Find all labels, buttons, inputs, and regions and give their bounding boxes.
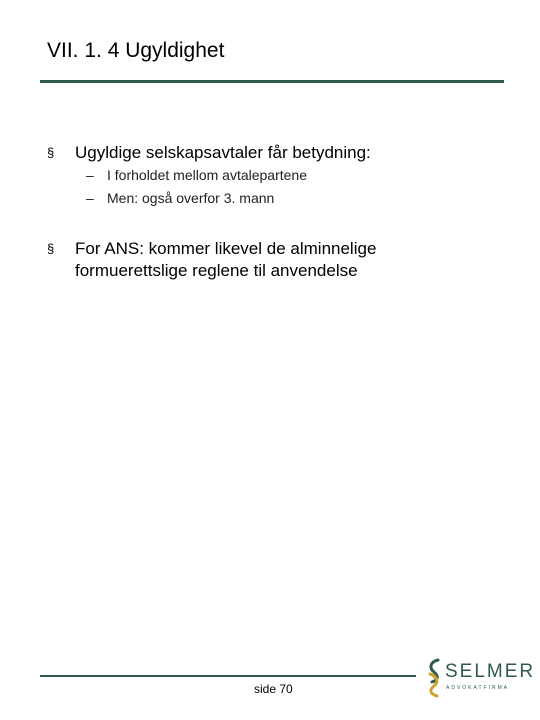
selmer-logo [426, 656, 536, 700]
sub-bullet-dash: – [86, 167, 94, 183]
bullet-item [47, 142, 467, 164]
bullet-text: Ugyldige selskapsavtaler får betydning: [75, 143, 371, 162]
logo-wordmark: SELMER [445, 661, 536, 682]
logo-subtitle: ADVOKATFIRMA [446, 685, 510, 691]
selmer-s-logo-icon [426, 658, 442, 698]
bullet-marker: § [47, 145, 55, 160]
title-divider [40, 80, 504, 83]
bullet-text-continuation: formuerettslige reglene til anvendelse [75, 261, 358, 280]
sub-bullet-text: Men: også overfor 3. mann [107, 190, 275, 206]
sub-bullet-item [86, 166, 386, 184]
footer-divider [40, 675, 416, 677]
bullet-item [47, 238, 467, 282]
sub-bullet-item [86, 189, 386, 207]
bullet-marker: § [47, 241, 55, 256]
sub-bullet-text: I forholdet mellom avtalepartene [107, 167, 307, 183]
sub-bullet-dash: – [86, 190, 94, 206]
slide-title: VII. 1. 4 Ugyldighet [47, 39, 225, 62]
bullet-text: For ANS: kommer likevel de alminnelige [75, 239, 377, 258]
page-number: side 70 [254, 682, 293, 696]
